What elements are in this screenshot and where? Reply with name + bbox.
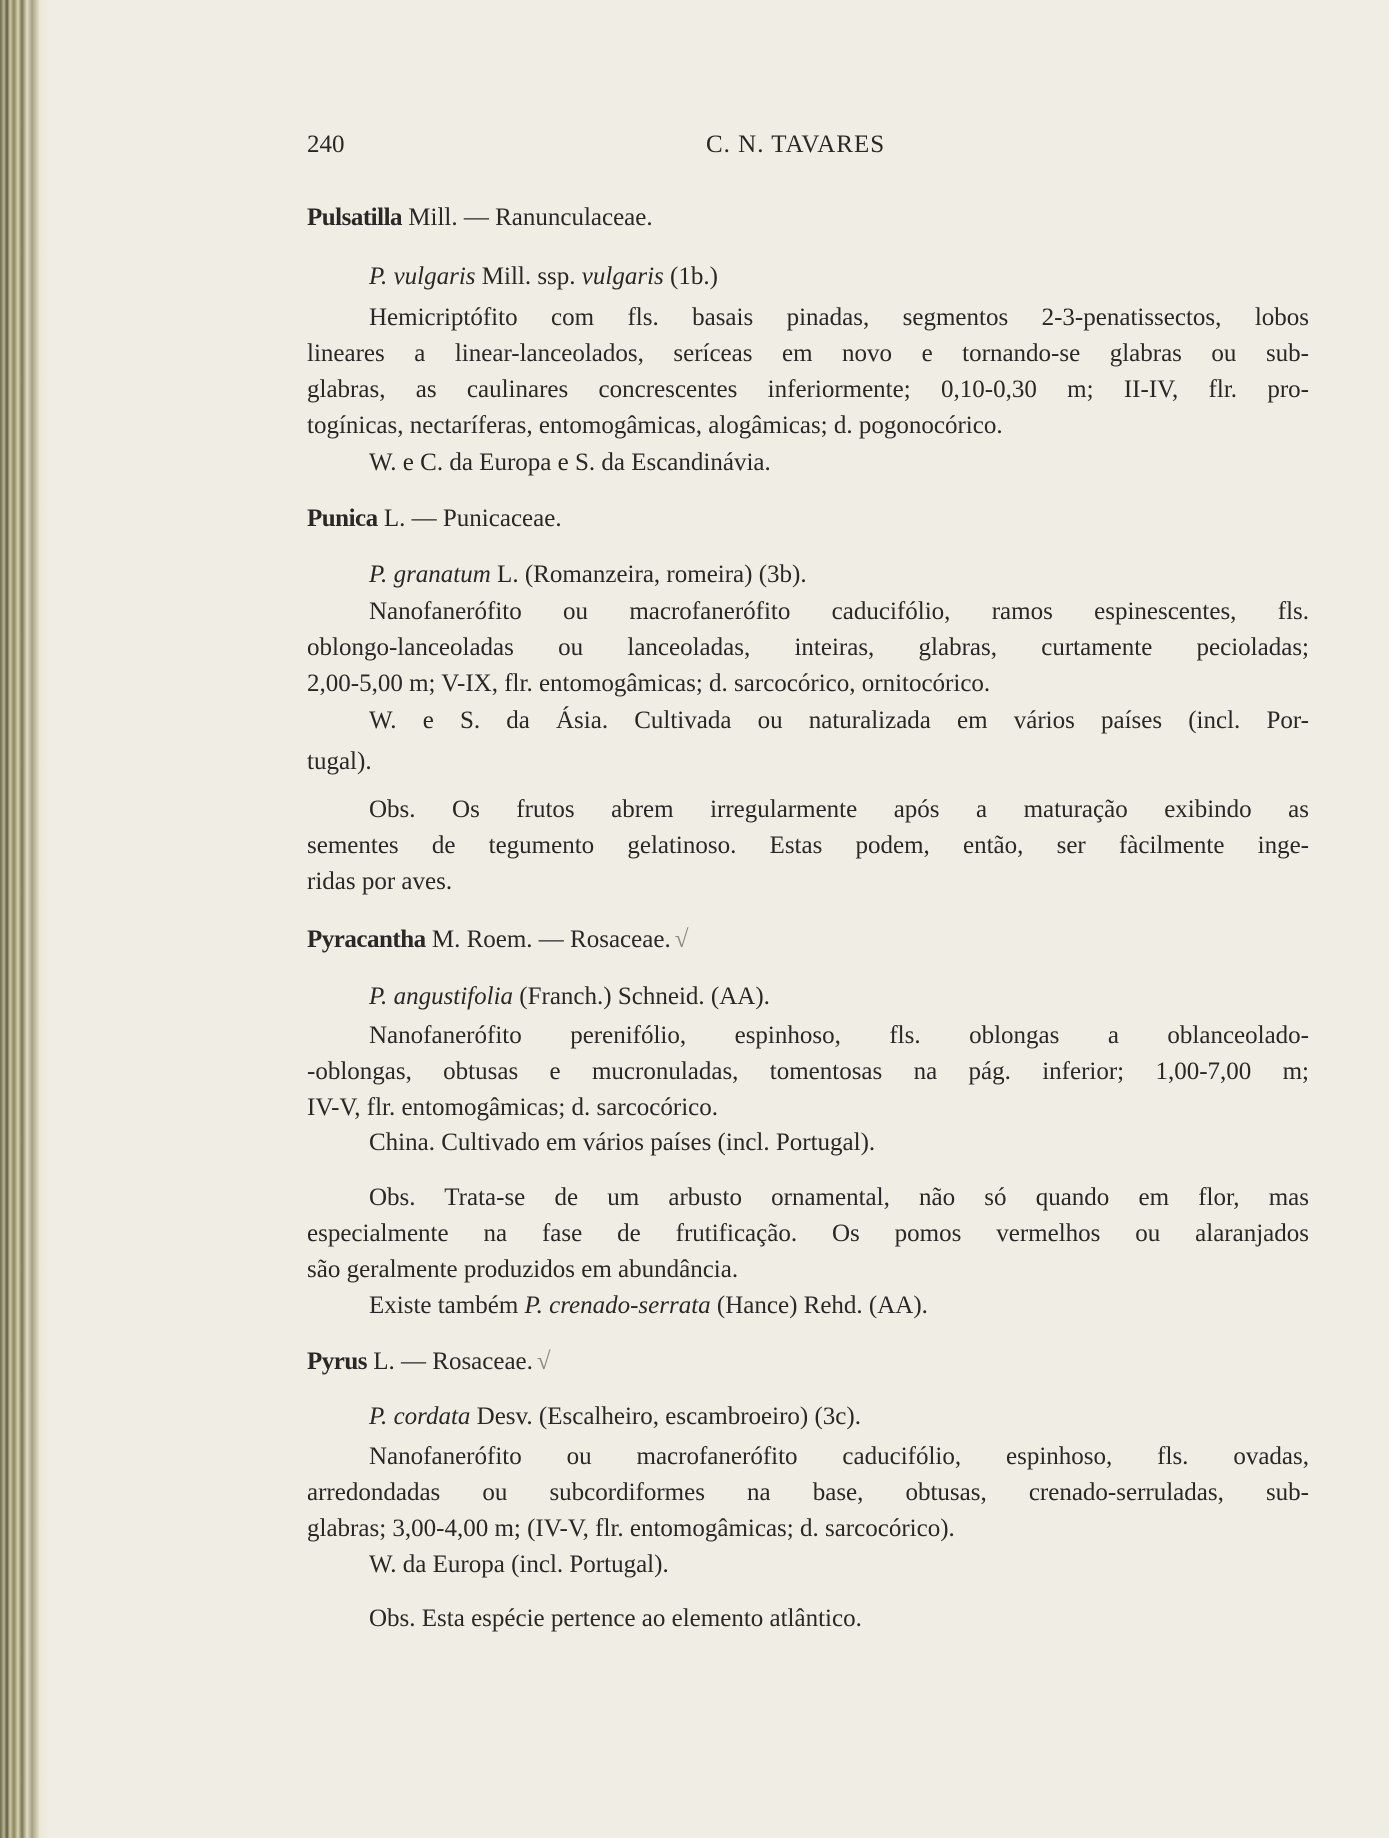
description-line: togínicas, nectaríferas, entomogâmicas, alogâmicas; d. pogonocórico. [307, 412, 1003, 439]
genus-heading: Pulsatilla Mill. — Ranunculaceae. [307, 204, 653, 231]
obs-line: ridas por aves. [307, 868, 453, 895]
description-line: glabras; 3,00-4,00 m; (IV-V, flr. entomogâmicas; d. sarcocórico). [307, 1515, 955, 1542]
description-line: Nanofanerófito ou macrofanerófito caducifólio, ramos espinescentes, fls. [369, 598, 1309, 625]
distribution-line: W. e C. da Europa e S. da Escandinávia. [369, 449, 771, 476]
description-line: oblongo-lanceoladas ou lanceoladas, inteiras, glabras, curtamente pecioladas; [307, 634, 1309, 661]
obs-line: Obs. Trata-se de um arbusto ornamental, não só quando em flor, mas [369, 1184, 1309, 1211]
description-line: arredondadas ou subcordiformes na base, obtusas, crenado-serruladas, sub- [307, 1479, 1309, 1506]
obs-line: Obs. Esta espécie pertence ao elemento atlântico. [369, 1605, 862, 1632]
distribution-line: W. da Europa (incl. Portugal). [369, 1551, 669, 1578]
description-line: -oblongas, obtusas e mucronuladas, tomentosas na pág. inferior; 1,00-7,00 m; [307, 1058, 1309, 1085]
distribution-line: W. e S. da Ásia. Cultivada ou naturalizada em vários países (incl. Por- [369, 707, 1309, 734]
page-number: 240 [307, 131, 345, 158]
book-binding-edge [0, 0, 48, 1838]
distribution-line: China. Cultivado em vários países (incl. Portugal). [369, 1129, 876, 1156]
genus-heading: Pyracantha M. Roem. — Rosaceae. √ [307, 926, 689, 953]
genus-heading: Pyrus L. — Rosaceae. √ [307, 1348, 551, 1375]
description-line: 2,00-5,00 m; V-IX, flr. entomogâmicas; d. sarcocórico, ornitocórico. [307, 670, 991, 697]
obs-line: especialmente na fase de frutificação. Os pomos vermelhos ou alaranjados [307, 1220, 1309, 1247]
description-line: glabras, as caulinares concrescentes inferiormente; 0,10-0,30 m; II-IV, flr. pro- [307, 376, 1309, 403]
description-line: Nanofanerófito perenifólio, espinhoso, fls. oblongas a oblanceolado- [369, 1022, 1309, 1049]
pencil-check-mark: √ [536, 1348, 551, 1375]
running-title: C. N. TAVARES [706, 131, 886, 158]
description-line: IV-V, flr. entomogâmicas; d. sarcocórico. [307, 1094, 719, 1121]
obs-line: sementes de tegumento gelatinoso. Estas podem, então, ser fàcilmente inge- [307, 832, 1309, 859]
species-heading: P. angustifolia (Franch.) Schneid. (AA). [369, 983, 770, 1010]
species-heading: P. granatum L. (Romanzeira, romeira) (3b). [369, 561, 807, 588]
related-species-line: Existe também P. crenado-serrata (Hance) Rehd. (AA). [369, 1292, 928, 1319]
description-line: Nanofanerófito ou macrofanerófito caducifólio, espinhoso, fls. ovadas, [369, 1443, 1309, 1470]
genus-heading: Punica L. — Punicaceae. [307, 505, 562, 532]
species-heading: P. vulgaris Mill. ssp. vulgaris (1b.) [369, 263, 718, 290]
description-line: Hemicriptófito com fls. basais pinadas, segmentos 2-3-penatissectos, lobos [369, 304, 1309, 331]
pencil-check-mark: √ [674, 926, 689, 953]
description-line: lineares a linear-lanceolados, seríceas em novo e tornando-se glabras ou sub- [307, 340, 1309, 367]
obs-line: são geralmente produzidos em abundância. [307, 1256, 739, 1283]
species-heading: P. cordata Desv. (Escalheiro, escambroeiro) (3c). [369, 1403, 861, 1430]
obs-line: Obs. Os frutos abrem irregularmente após a maturação exibindo as [369, 796, 1309, 823]
distribution-line: tugal). [307, 748, 372, 775]
